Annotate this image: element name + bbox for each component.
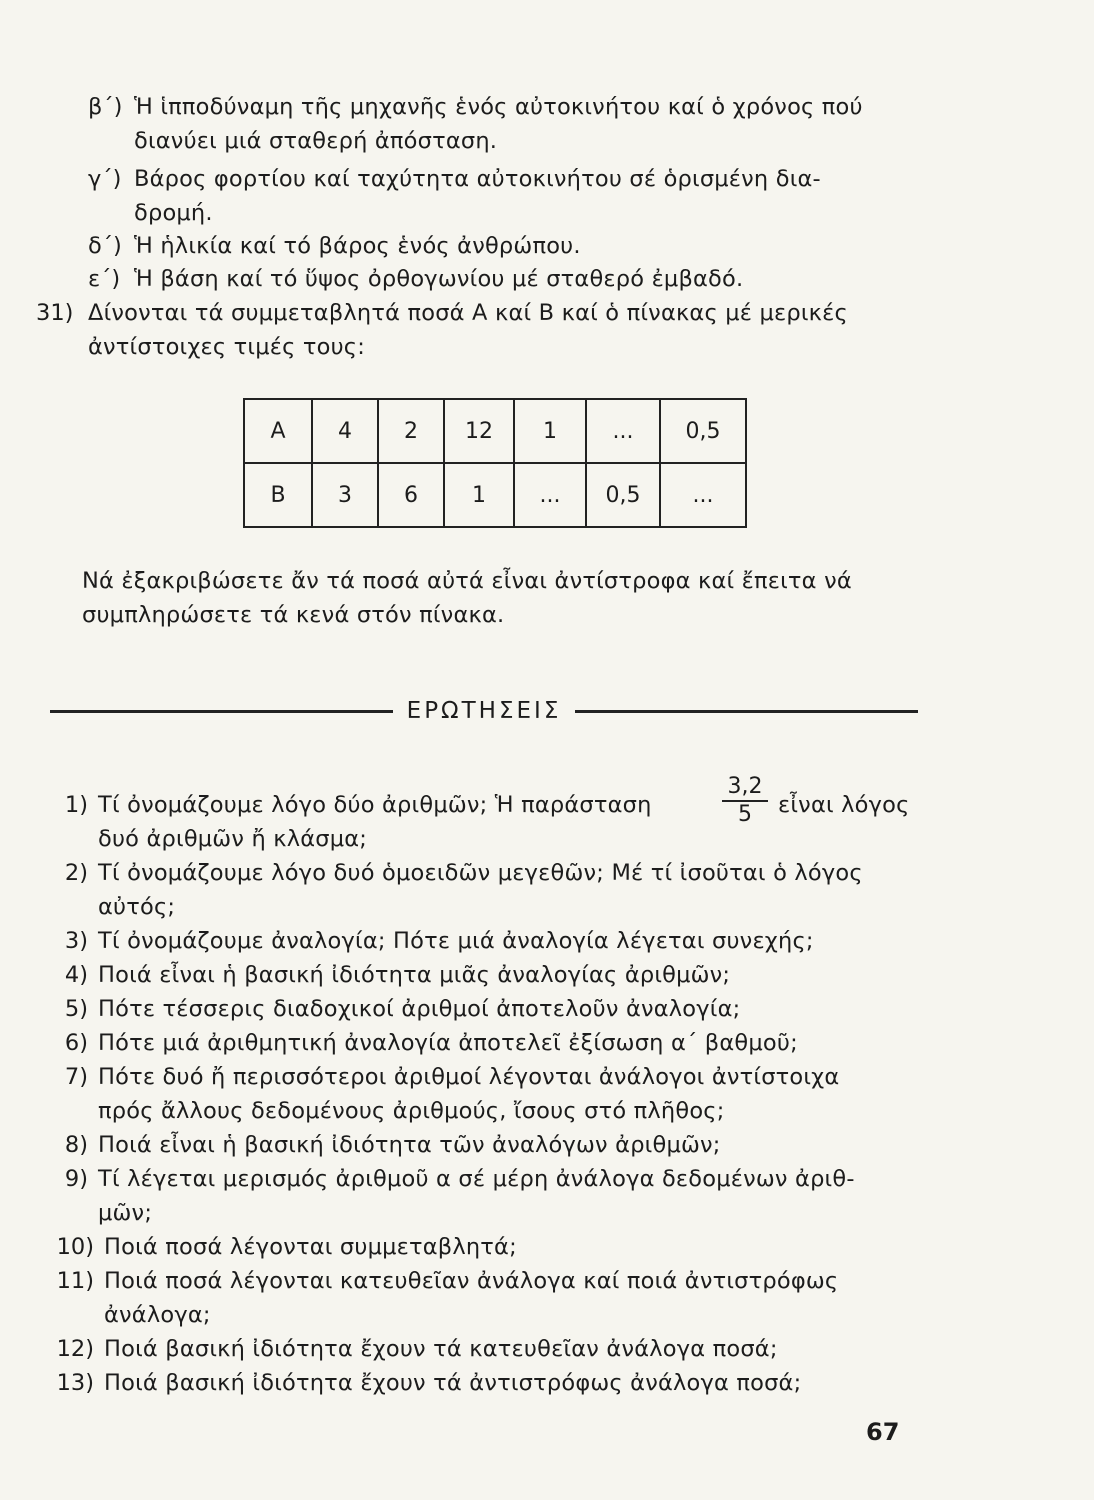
table-row-b bbox=[244, 463, 746, 527]
question-7-line-1: Πότε δυό ἤ περισσότεροι ἀριθμοί λέγονται ἀνάλογοι ἀντίστοιχα bbox=[98, 1064, 840, 1090]
question-6-line-1: Πότε μιά ἀριθμητική ἀναλογία ἀποτελεῖ ἐξίσωση α΄ βαθμοῦ; bbox=[98, 1030, 798, 1056]
question-number: 2) bbox=[64, 860, 88, 886]
question-10-line-1: Ποιά ποσά λέγονται συμμεταβλητά; bbox=[104, 1234, 517, 1260]
item-label-c: γ΄) bbox=[88, 166, 122, 192]
question-number: 3) bbox=[64, 928, 88, 954]
question-9-line-2: μῶν; bbox=[98, 1200, 153, 1226]
table-cell: 0,5 bbox=[586, 463, 660, 527]
table-cell: 6 bbox=[378, 463, 444, 527]
problem-31-line-2: ἀντίστοιχες τιμές τους: bbox=[88, 334, 365, 360]
question-4-line-1: Ποιά εἶναι ἡ βασική ἰδιότητα μιᾶς ἀναλογίας ἀριθμῶν; bbox=[98, 962, 731, 988]
question-8-line-1: Ποιά εἶναι ἡ βασική ἰδιότητα τῶν ἀναλόγων ἀριθμῶν; bbox=[98, 1132, 721, 1158]
table-cell: 1 bbox=[514, 399, 586, 463]
table-cell: ... bbox=[514, 463, 586, 527]
values-table bbox=[243, 398, 747, 528]
question-2-line-2: αὐτός; bbox=[98, 894, 176, 920]
problem-31-after-1: Νά ἐξακριβώσετε ἄν τά ποσά αὐτά εἶναι ἀντίστροφα καί ἔπειτα νά bbox=[82, 568, 852, 594]
question-13-line-1: Ποιά βασική ἰδιότητα ἔχουν τά ἀντιστρόφως ἀνάλογα ποσά; bbox=[104, 1370, 802, 1396]
question-3-line-1: Τί ὀνομάζουμε ἀναλογία; Πότε μιά ἀναλογία λέγεται συνεχής; bbox=[98, 928, 814, 954]
fraction bbox=[722, 774, 768, 828]
table-cell: 12 bbox=[444, 399, 514, 463]
question-12-line-1: Ποιά βασική ἰδιότητα ἔχουν τά κατευθεῖαν ἀνάλογα ποσά; bbox=[104, 1336, 778, 1362]
table-cell: 0,5 bbox=[660, 399, 746, 463]
table-cell: 4 bbox=[312, 399, 378, 463]
item-c-line-1: Βάρος φορτίου καί ταχύτητα αὐτοκινήτου σέ ὁρισμένη δια- bbox=[134, 166, 821, 192]
question-number: 8) bbox=[64, 1132, 88, 1158]
table-cell: 1 bbox=[444, 463, 514, 527]
problem-31-number: 31) bbox=[36, 300, 74, 326]
fraction-numerator: 3,2 bbox=[722, 774, 768, 802]
question-1-line-1: Τί ὀνομάζουμε λόγο δύο ἀριθμῶν; Ἡ παράσταση bbox=[98, 792, 652, 818]
question-11-line-2: ἀνάλογα; bbox=[104, 1302, 211, 1328]
question-7-line-2: πρός ἄλλους δεδομένους ἀριθμούς, ἴσους στό πλῆθος; bbox=[98, 1098, 725, 1124]
question-1-line-2: δυό ἀριθμῶν ἤ κλάσμα; bbox=[98, 826, 368, 852]
question-5-line-1: Πότε τέσσερις διαδοχικοί ἀριθμοί ἀποτελοῦν ἀναλογία; bbox=[98, 996, 741, 1022]
item-d-line-1: Ἡ ἡλικία καί τό βάρος ἑνός ἀνθρώπου. bbox=[134, 233, 581, 259]
table-cell: 2 bbox=[378, 399, 444, 463]
item-label-d: δ΄) bbox=[88, 233, 122, 259]
problem-31-after-2: συμπληρώσετε τά κενά στόν πίνακα. bbox=[82, 602, 505, 628]
problem-31-line-1: Δίνονται τά συμμεταβλητά ποσά Α καί Β καί ὁ πίνακας μέ μερικές bbox=[88, 300, 848, 326]
item-label-e: ε΄) bbox=[88, 266, 121, 292]
question-2-line-1: Τί ὀνομάζουμε λόγο δυό ὁμοειδῶν μεγεθῶν; Μέ τί ἰσοῦται ὁ λόγος bbox=[98, 860, 863, 886]
item-e-line-1: Ἡ βάση καί τό ὕψος ὀρθογωνίου μέ σταθερό ἐμβαδό. bbox=[134, 266, 744, 292]
question-11-line-1: Ποιά ποσά λέγονται κατευθεῖαν ἀνάλογα καί ποιά ἀντιστρόφως bbox=[104, 1268, 839, 1294]
question-9-line-1: Τί λέγεται μερισμός ἀριθμοῦ α σέ μέρη ἀνάλογα δεδομένων ἀριθ- bbox=[98, 1166, 855, 1192]
heading-rule-left bbox=[50, 710, 393, 713]
table-cell: ... bbox=[660, 463, 746, 527]
item-label-b: β΄) bbox=[88, 94, 123, 120]
question-number: 1) bbox=[64, 792, 88, 818]
table-row-a bbox=[244, 399, 746, 463]
question-number: 13) bbox=[56, 1370, 94, 1396]
question-1-tail: εἶναι λόγος bbox=[778, 792, 910, 818]
question-number: 10) bbox=[56, 1234, 94, 1260]
question-number: 12) bbox=[56, 1336, 94, 1362]
question-number: 5) bbox=[64, 996, 88, 1022]
table-cell: ... bbox=[586, 399, 660, 463]
section-heading bbox=[50, 694, 918, 728]
question-number: 7) bbox=[64, 1064, 88, 1090]
item-c-line-2: δρομή. bbox=[134, 200, 213, 226]
table-cell: 3 bbox=[312, 463, 378, 527]
question-number: 6) bbox=[64, 1030, 88, 1056]
question-number: 9) bbox=[64, 1166, 88, 1192]
table-cell: Β bbox=[244, 463, 312, 527]
table-cell: Α bbox=[244, 399, 312, 463]
item-b-line-2: διανύει μιά σταθερή ἀπόσταση. bbox=[134, 128, 498, 154]
question-number: 4) bbox=[64, 962, 88, 988]
section-title: ΕΡΩΤΗΣΕΙΣ bbox=[406, 698, 562, 724]
fraction-denominator: 5 bbox=[738, 802, 752, 827]
item-b-line-1: Ἡ ἱπποδύναμη τῆς μηχανῆς ἑνός αὐτοκινήτου καί ὁ χρόνος πού bbox=[134, 94, 863, 120]
question-number: 11) bbox=[56, 1268, 94, 1294]
heading-rule-right bbox=[575, 710, 918, 713]
page-number: 67 bbox=[866, 1418, 900, 1446]
